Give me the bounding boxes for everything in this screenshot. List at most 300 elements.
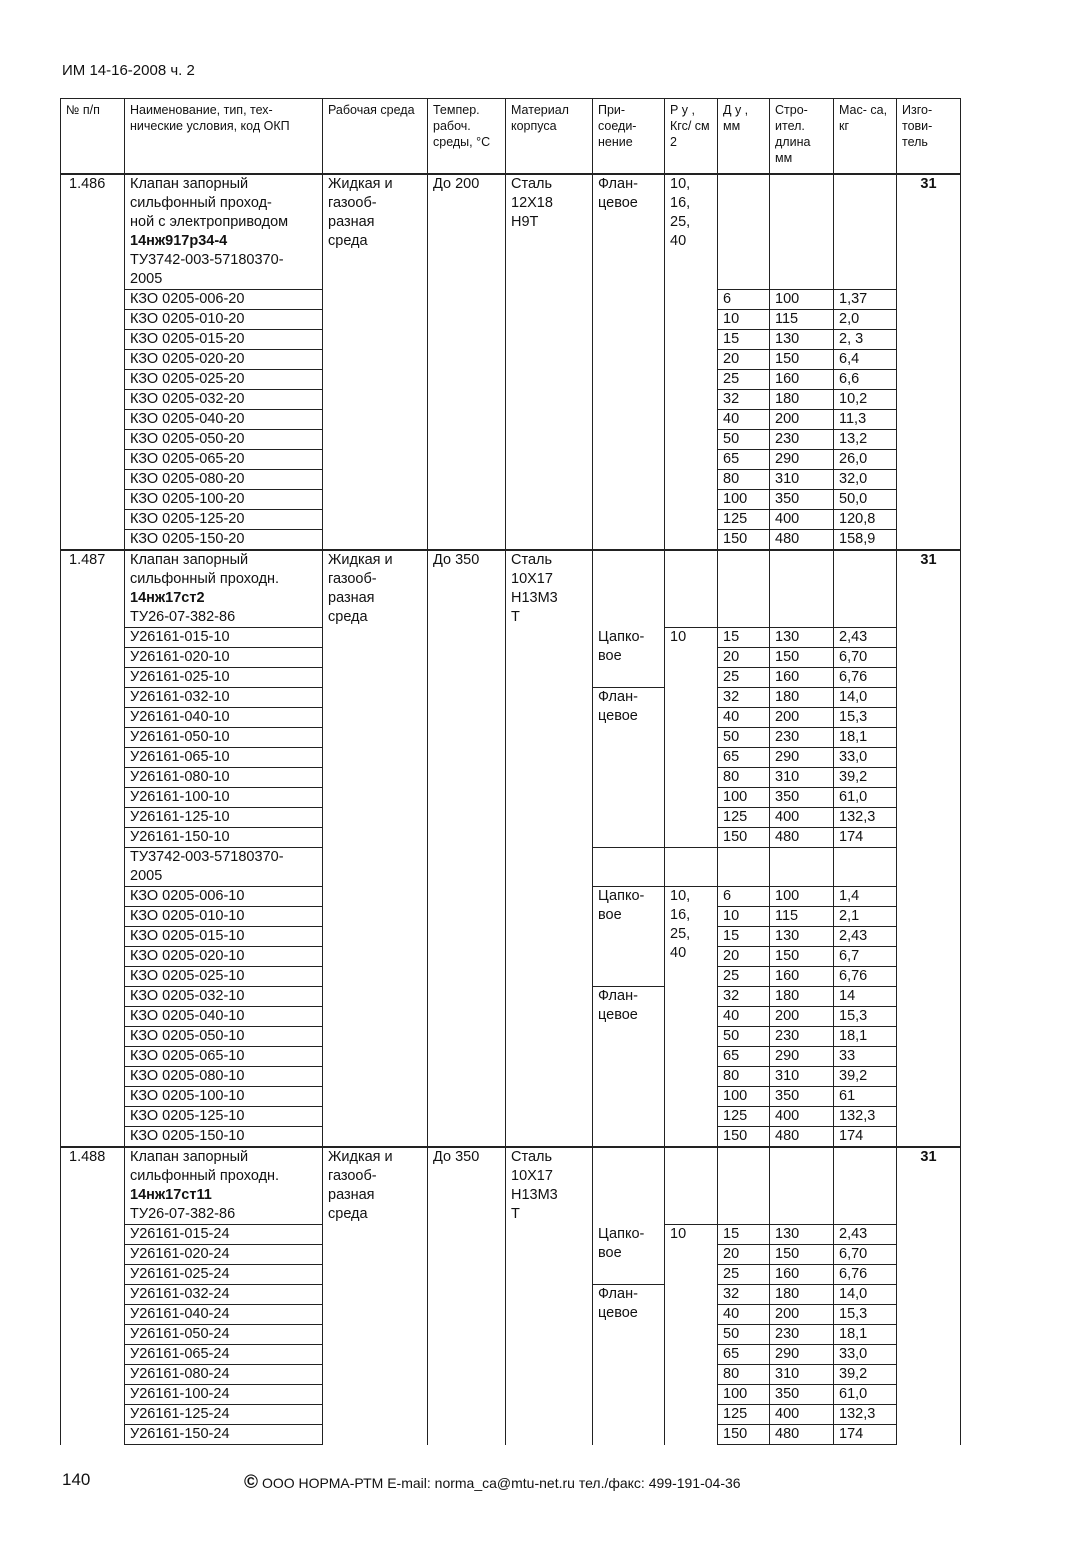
model-code: У26161-050-24	[125, 1325, 323, 1345]
dn-value	[718, 848, 770, 887]
dn-value: 40	[718, 410, 770, 430]
dn-value: 15	[718, 330, 770, 350]
item-model: 14нж917р34-4	[130, 233, 228, 249]
length-value: 290	[770, 1345, 834, 1365]
medium-line: газооб-	[328, 1168, 377, 1184]
item-model: 14нж17ст2	[130, 590, 205, 606]
material-line: 10Х17	[511, 1168, 553, 1184]
manufacturer-code: 31	[897, 1147, 961, 1445]
length-value: 130	[770, 330, 834, 350]
connection-line: Цапко-	[598, 1225, 645, 1242]
mass-value: 33,0	[834, 748, 897, 768]
model-code: У26161-032-10	[125, 688, 323, 708]
length-value: 230	[770, 1027, 834, 1047]
mass-value: 18,1	[834, 1325, 897, 1345]
dn-value: 10	[718, 310, 770, 330]
dn-value: 20	[718, 648, 770, 668]
model-code: У26161-150-10	[125, 828, 323, 848]
manufacturer-code: 31	[897, 174, 961, 550]
pressure-line: 10,	[670, 888, 691, 904]
dn-value: 100	[718, 1087, 770, 1107]
dn-value: 32	[718, 688, 770, 708]
mass-value: 2,43	[834, 628, 897, 648]
length-value: 350	[770, 1385, 834, 1405]
length-value: 200	[770, 410, 834, 430]
item-material	[506, 174, 593, 550]
length-value: 150	[770, 947, 834, 967]
col-header-mass: Мас- са, кг	[834, 99, 897, 175]
pressure-value	[665, 628, 718, 848]
dn-value: 50	[718, 728, 770, 748]
dn-value: 150	[718, 828, 770, 848]
length-value: 200	[770, 708, 834, 728]
dn-value: 40	[718, 708, 770, 728]
pressure-value	[665, 550, 718, 628]
mass-value: 14	[834, 987, 897, 1007]
connection-line: Цапко-	[598, 888, 645, 904]
material-line: 12Х18	[511, 195, 553, 211]
model-code: КЗО 0205-020-10	[125, 947, 323, 967]
item-description	[125, 550, 323, 628]
item-title-line: Клапан запорный	[130, 552, 249, 568]
model-code-line: ТУ3742-003-57180370-	[130, 849, 284, 865]
connection-line: Флан-	[598, 689, 638, 705]
item-number: 1.486	[61, 174, 125, 550]
length-value: 350	[770, 1087, 834, 1107]
col-header-length: Стро- ител. длина мм	[770, 99, 834, 175]
model-code: КЗО 0205-065-20	[125, 450, 323, 470]
length-value: 230	[770, 1325, 834, 1345]
material-line: Н13М3	[511, 590, 558, 606]
dn-value: 50	[718, 1325, 770, 1345]
dn-value: 100	[718, 1385, 770, 1405]
item-temperature: До 350	[428, 550, 506, 1147]
mass-value: 2,43	[834, 927, 897, 947]
item-spec-line: ТУ26-07-382-86	[130, 1206, 236, 1222]
length-value: 230	[770, 728, 834, 748]
medium-line: разная	[328, 214, 375, 230]
mass-value: 6,76	[834, 668, 897, 688]
length-value: 150	[770, 350, 834, 370]
dn-value: 10	[718, 907, 770, 927]
connection-type	[593, 1147, 665, 1225]
pressure-value	[665, 1147, 718, 1225]
connection-line: Цапко-	[598, 628, 645, 645]
mass-value: 174	[834, 1425, 897, 1445]
model-code: У26161-065-24	[125, 1345, 323, 1365]
mass-value: 2,43	[834, 1225, 897, 1245]
dn-value: 80	[718, 768, 770, 788]
table-body	[61, 174, 961, 1445]
mass-value: 2,1	[834, 907, 897, 927]
dn-value: 32	[718, 987, 770, 1007]
length-value: 310	[770, 1067, 834, 1087]
mass-cell	[834, 550, 897, 628]
item-spec-line: 2005	[130, 271, 163, 287]
dn-value: 20	[718, 350, 770, 370]
connection-type	[593, 1285, 665, 1445]
length-value: 115	[770, 907, 834, 927]
length-value: 100	[770, 290, 834, 310]
model-code: У26161-020-24	[125, 1245, 323, 1265]
mass-value: 61,0	[834, 788, 897, 808]
model-code: КЗО 0205-025-20	[125, 370, 323, 390]
model-code: КЗО 0205-080-20	[125, 470, 323, 490]
mass-value: 33	[834, 1047, 897, 1067]
mass-value: 61	[834, 1087, 897, 1107]
dn-value: 6	[718, 887, 770, 907]
length-value: 400	[770, 1405, 834, 1425]
dn-value: 15	[718, 628, 770, 648]
medium-line: разная	[328, 590, 375, 606]
connection-line: цевое	[598, 195, 638, 211]
material-line: 10Х17	[511, 571, 553, 587]
model-code: У26161-100-24	[125, 1385, 323, 1405]
model-code: У26161-150-24	[125, 1425, 323, 1445]
pressure-line: 16,	[670, 907, 691, 923]
dn-value: 32	[718, 390, 770, 410]
model-code: КЗО 0205-040-10	[125, 1007, 323, 1027]
item-title-line: Клапан запорный	[130, 176, 249, 192]
item-medium	[323, 550, 428, 1147]
mass-value: 132,3	[834, 808, 897, 828]
pressure-line: 40	[670, 233, 687, 249]
mass-value: 39,2	[834, 768, 897, 788]
dn-cell	[718, 1147, 770, 1225]
col-header-maker: Изго- тови- тель	[897, 99, 961, 175]
section-header-row	[61, 550, 961, 628]
mass-value: 6,76	[834, 1265, 897, 1285]
dn-value: 25	[718, 370, 770, 390]
mass-value: 33,0	[834, 1345, 897, 1365]
length-value: 160	[770, 370, 834, 390]
mass-value: 6,70	[834, 648, 897, 668]
mass-value: 11,3	[834, 410, 897, 430]
length-value: 180	[770, 390, 834, 410]
length-value: 130	[770, 628, 834, 648]
item-title-line: сильфонный проходн.	[130, 571, 280, 587]
medium-line: Жидкая и	[328, 552, 393, 568]
pressure-value	[665, 848, 718, 887]
model-code: КЗО 0205-010-20	[125, 310, 323, 330]
length-value: 180	[770, 1285, 834, 1305]
dn-value: 25	[718, 967, 770, 987]
mass-value: 18,1	[834, 1027, 897, 1047]
material-line: Сталь	[511, 176, 553, 192]
item-medium	[323, 1147, 428, 1445]
mass-value: 32,0	[834, 470, 897, 490]
item-description	[125, 174, 323, 290]
mass-value: 6,76	[834, 967, 897, 987]
length-value: 150	[770, 648, 834, 668]
item-spec-line: ТУ3742-003-57180370-	[130, 252, 284, 268]
mass-value: 174	[834, 828, 897, 848]
model-code: У26161-100-10	[125, 788, 323, 808]
col-header-material: Материал корпуса	[506, 99, 593, 175]
connection-line: цевое	[598, 1305, 638, 1321]
mass-value: 174	[834, 1127, 897, 1148]
mass-value: 6,7	[834, 947, 897, 967]
length-value: 400	[770, 1107, 834, 1127]
length-value: 350	[770, 490, 834, 510]
item-title-line: ной с электроприводом	[130, 214, 289, 230]
mass-value: 15,3	[834, 1305, 897, 1325]
dn-value: 65	[718, 1345, 770, 1365]
length-value: 230	[770, 430, 834, 450]
length-value: 160	[770, 1265, 834, 1285]
model-code: КЗО 0205-050-20	[125, 430, 323, 450]
pressure-line: 10	[670, 629, 687, 645]
model-code: КЗО 0205-006-10	[125, 887, 323, 907]
dn-value: 150	[718, 1425, 770, 1445]
length-value: 180	[770, 987, 834, 1007]
pressure-value	[665, 1225, 718, 1445]
model-code: У26161-080-24	[125, 1365, 323, 1385]
page-number: 140	[62, 1470, 91, 1489]
length-value: 160	[770, 967, 834, 987]
medium-line: Жидкая и	[328, 176, 393, 192]
mass-value: 2,0	[834, 310, 897, 330]
model-code: У26161-040-24	[125, 1305, 323, 1325]
model-code: У26161-015-10	[125, 628, 323, 648]
col-header-name: Наименование, тип, тех- нические условия, код ОКП	[125, 99, 323, 175]
connection-line: вое	[598, 647, 622, 664]
col-header-medium: Рабочая среда	[323, 99, 428, 175]
model-code: КЗО 0205-150-10	[125, 1127, 323, 1148]
model-code: КЗО 0205-100-20	[125, 490, 323, 510]
copyright-text: ООО НОРМА-РТМ E-mail: norma_ca@mtu-net.ru тел./факс: 499-191-04-36	[262, 1475, 741, 1491]
dn-value: 125	[718, 808, 770, 828]
dn-value: 65	[718, 748, 770, 768]
medium-line: газооб-	[328, 195, 377, 211]
dn-cell	[718, 550, 770, 628]
length-value: 310	[770, 1365, 834, 1385]
length-cell	[770, 550, 834, 628]
model-code: КЗО 0205-015-10	[125, 927, 323, 947]
model-code: У26161-015-24	[125, 1225, 323, 1245]
model-code: КЗО 0205-050-10	[125, 1027, 323, 1047]
item-title-line: Клапан запорный	[130, 1149, 249, 1165]
model-code: У26161-020-10	[125, 648, 323, 668]
model-code: КЗО 0205-065-10	[125, 1047, 323, 1067]
length-value: 400	[770, 510, 834, 530]
mass-cell	[834, 174, 897, 290]
connection-type	[593, 174, 665, 550]
model-code: КЗО 0205-032-20	[125, 390, 323, 410]
dn-value: 32	[718, 1285, 770, 1305]
medium-line: среда	[328, 609, 368, 625]
mass-cell	[834, 1147, 897, 1225]
mass-value: 6,6	[834, 370, 897, 390]
connection-line: Флан-	[598, 1286, 638, 1302]
connection-type	[593, 688, 665, 848]
length-cell	[770, 174, 834, 290]
mass-value: 120,8	[834, 510, 897, 530]
col-header-num: № п/п	[61, 99, 125, 175]
dn-value: 80	[718, 1365, 770, 1385]
valve-spec-table	[60, 98, 961, 1445]
dn-value: 40	[718, 1007, 770, 1027]
item-temperature: До 350	[428, 1147, 506, 1445]
dn-value: 65	[718, 1047, 770, 1067]
copyright-icon: ©	[244, 1472, 258, 1493]
dn-value: 150	[718, 530, 770, 551]
length-value: 100	[770, 887, 834, 907]
document-code: ИМ 14-16-2008 ч. 2	[62, 62, 195, 79]
mass-value: 132,3	[834, 1107, 897, 1127]
model-code: У26161-025-24	[125, 1265, 323, 1285]
item-temperature: До 200	[428, 174, 506, 550]
length-value: 480	[770, 828, 834, 848]
length-value: 290	[770, 748, 834, 768]
mass-value: 13,2	[834, 430, 897, 450]
col-header-pressure: Р у , Кгс/ см 2	[665, 99, 718, 175]
mass-value	[834, 848, 897, 887]
length-value: 130	[770, 927, 834, 947]
mass-value: 14,0	[834, 688, 897, 708]
dn-value: 50	[718, 1027, 770, 1047]
mass-value: 2, 3	[834, 330, 897, 350]
length-cell	[770, 1147, 834, 1225]
item-number: 1.487	[61, 550, 125, 1147]
model-code: КЗО 0205-040-20	[125, 410, 323, 430]
pressure-line: 10,	[670, 176, 691, 192]
model-code	[125, 848, 323, 887]
length-value: 480	[770, 1425, 834, 1445]
length-value: 290	[770, 1047, 834, 1067]
connection-type	[593, 550, 665, 628]
length-value: 350	[770, 788, 834, 808]
mass-value: 6,70	[834, 1245, 897, 1265]
length-value: 480	[770, 530, 834, 551]
mass-value: 14,0	[834, 1285, 897, 1305]
connection-type	[593, 887, 665, 987]
connection-line: вое	[598, 1244, 622, 1261]
mass-value: 39,2	[834, 1067, 897, 1087]
model-code: КЗО 0205-010-10	[125, 907, 323, 927]
model-code: КЗО 0205-025-10	[125, 967, 323, 987]
model-code: У26161-025-10	[125, 668, 323, 688]
length-value: 200	[770, 1305, 834, 1325]
item-material	[506, 550, 593, 1147]
connection-line: Флан-	[598, 988, 638, 1004]
model-code: КЗО 0205-032-10	[125, 987, 323, 1007]
dn-value: 65	[718, 450, 770, 470]
manufacturer-code: 31	[897, 550, 961, 1147]
dn-value: 15	[718, 927, 770, 947]
model-code: КЗО 0205-080-10	[125, 1067, 323, 1087]
connection-type	[593, 628, 665, 688]
length-value: 480	[770, 1127, 834, 1148]
medium-line: среда	[328, 1206, 368, 1222]
model-code: У26161-125-24	[125, 1405, 323, 1425]
mass-value: 61,0	[834, 1385, 897, 1405]
medium-line: Жидкая и	[328, 1149, 393, 1165]
dn-value: 100	[718, 788, 770, 808]
medium-line: разная	[328, 1187, 375, 1203]
dn-value: 50	[718, 430, 770, 450]
mass-value: 18,1	[834, 728, 897, 748]
medium-line: газооб-	[328, 571, 377, 587]
connection-type	[593, 987, 665, 1148]
mass-value: 50,0	[834, 490, 897, 510]
dn-value: 100	[718, 490, 770, 510]
model-code: У26161-050-10	[125, 728, 323, 748]
length-value: 130	[770, 1225, 834, 1245]
material-line: Н9Т	[511, 214, 539, 230]
length-value	[770, 848, 834, 887]
item-title-line: сильфонный проход-	[130, 195, 272, 211]
model-code: КЗО 0205-125-10	[125, 1107, 323, 1127]
length-value: 150	[770, 1245, 834, 1265]
col-header-connection: При- соеди- нение	[593, 99, 665, 175]
section-header-row	[61, 1147, 961, 1225]
item-number: 1.488	[61, 1147, 125, 1445]
medium-line: среда	[328, 233, 368, 249]
dn-value: 80	[718, 470, 770, 490]
model-code: КЗО 0205-150-20	[125, 530, 323, 551]
pressure-value	[665, 887, 718, 1148]
material-line: Сталь	[511, 552, 553, 568]
connection-line: цевое	[598, 708, 638, 724]
item-model: 14нж17ст11	[130, 1187, 212, 1203]
material-line: Сталь	[511, 1149, 553, 1165]
pressure-line: 10	[670, 1226, 687, 1242]
dn-value: 6	[718, 290, 770, 310]
dn-value: 25	[718, 668, 770, 688]
model-code: КЗО 0205-125-20	[125, 510, 323, 530]
dn-value: 25	[718, 1265, 770, 1285]
connection-type	[593, 1225, 665, 1285]
dn-value: 15	[718, 1225, 770, 1245]
pressure-line: 40	[670, 945, 687, 961]
item-spec-line: ТУ26-07-382-86	[130, 609, 236, 625]
mass-value: 1,37	[834, 290, 897, 310]
connection-type	[593, 848, 665, 887]
mass-value: 15,3	[834, 708, 897, 728]
footer-copyright	[244, 1472, 741, 1494]
model-code-line: 2005	[130, 868, 163, 884]
dn-cell	[718, 174, 770, 290]
model-code: У26161-040-10	[125, 708, 323, 728]
model-code: У26161-032-24	[125, 1285, 323, 1305]
model-code: У26161-065-10	[125, 748, 323, 768]
dn-value: 125	[718, 1405, 770, 1425]
model-code: У26161-125-10	[125, 808, 323, 828]
dn-value: 150	[718, 1127, 770, 1148]
pressure-line: 25,	[670, 214, 691, 230]
mass-value: 6,4	[834, 350, 897, 370]
length-value: 310	[770, 470, 834, 490]
section-header-row	[61, 174, 961, 290]
mass-value: 15,3	[834, 1007, 897, 1027]
model-code: КЗО 0205-006-20	[125, 290, 323, 310]
dn-value: 40	[718, 1305, 770, 1325]
connection-line: вое	[598, 907, 622, 923]
dn-value: 20	[718, 947, 770, 967]
connection-line: цевое	[598, 1007, 638, 1023]
dn-value: 125	[718, 1107, 770, 1127]
length-value: 180	[770, 688, 834, 708]
model-code: КЗО 0205-100-10	[125, 1087, 323, 1107]
model-code: КЗО 0205-015-20	[125, 330, 323, 350]
length-value: 115	[770, 310, 834, 330]
col-header-temp: Темпер. рабоч. среды, °С	[428, 99, 506, 175]
material-line: Т	[511, 1206, 520, 1222]
material-line: Н13М3	[511, 1187, 558, 1203]
pressure-line: 16,	[670, 195, 691, 211]
pressure-value	[665, 174, 718, 550]
